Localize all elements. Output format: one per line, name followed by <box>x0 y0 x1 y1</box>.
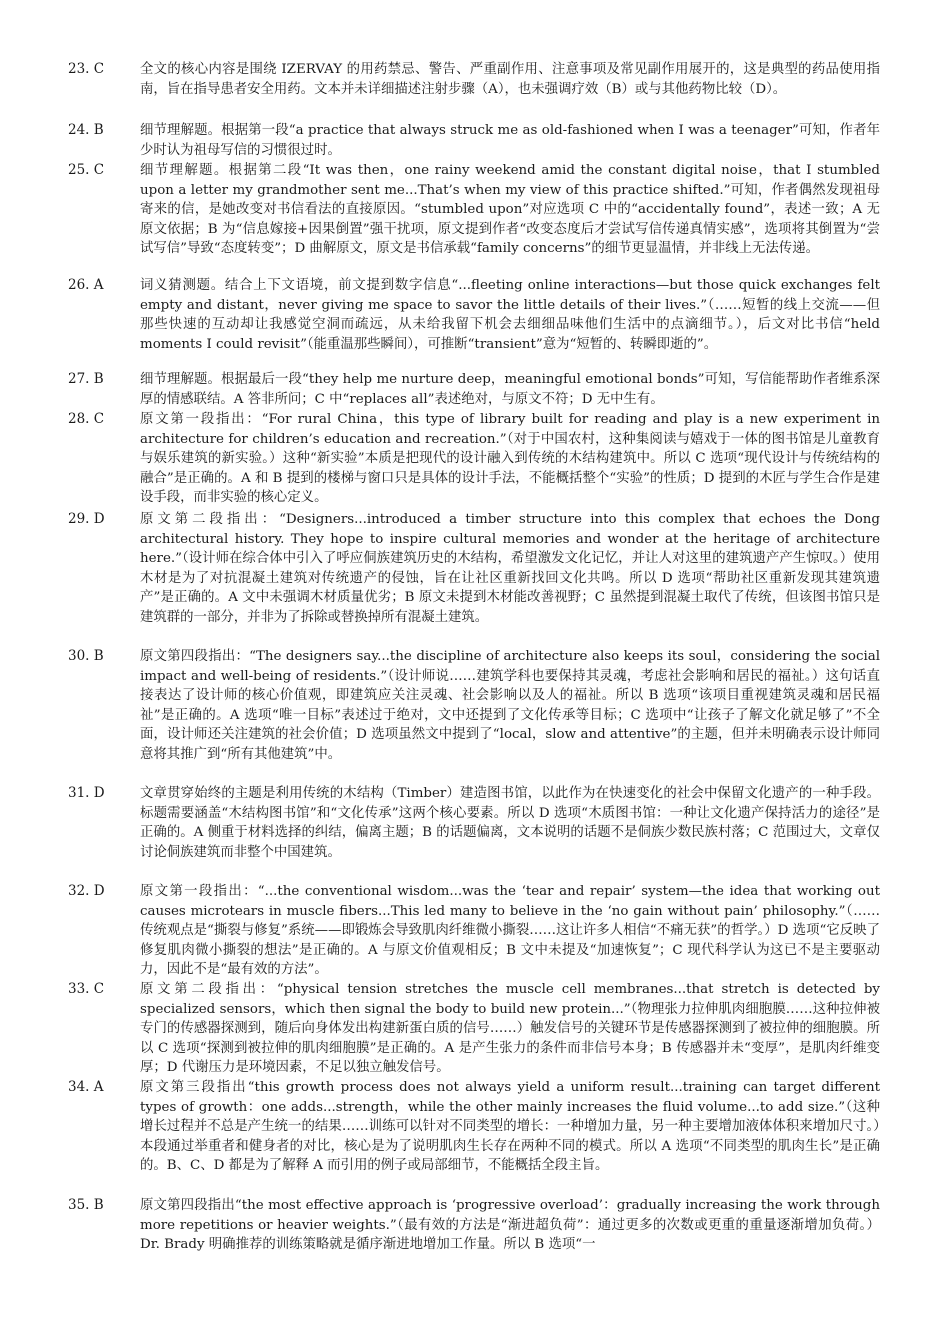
answer-explanation: 原文第一段指出：“For rural China，this type of library built for reading and play is a new experiment in architecture for children’s education and recreation.”（对于中国农村，这种集阅读与嬉戏于一体的图书馆是儿童教育与娱乐建筑的新实验。）这种“新实验”本质是把现代的设计融入到传统的木结构建筑中。所以 C 选项“现代设计与传统结构的融合”是正确的。A 和 B 提到的楼梯与窗口只是具体的设计手法，不能概括整个“实验”的性质；D 提到的木匠与学生合作是建设手段，而非实验的核心定义。 <box>140 412 880 506</box>
answer-explanation: 原文第三段指出“this growth process does not always yield a uniform result...training can target different types of growth：one adds...strength，while the other mainly increases the fluid volume...to add size.”（这种增长过程并不总是产生统一的结果……训练可以针对不同类型的增长：一种增加力量，另一种主要增加液体体积来增加尺寸。）本段通过举重者和健身者的对比，核心是为了说明肌肉生长存在两种不同的模式。所以 A 选项“不同类型的肌肉生长”是正确的。B、C、D 都是为了解释 A 而引用的例子或局部细节，不能概括全段主旨。 <box>140 1080 880 1174</box>
answer-number: 31. D <box>68 785 105 801</box>
answer-item-25 <box>68 161 880 259</box>
answer-number: 27. B <box>68 371 104 387</box>
answer-number: 33. C <box>68 981 105 997</box>
answer-explanation: 细节理解题。根据最后一段“they help me nurture deep，meaningful emotional bonds”可知，写信能帮助作者维系深厚的情感联结。A 答非所问；C 中“replaces all”表述绝对，与原文不符；D 无中生有。 <box>140 372 880 407</box>
answer-explanation: 原文第四段指出“the most effective approach is ‘progressive overload’：gradually increasing the work through more repetitions or heavier weights.”（最有效的方法是“渐进超负荷”：通过更多的次数或更重的重量逐渐增加负荷。）Dr. Brady 明确推荐的训练策略就是循序渐进地增加工作量。所以 B 选项“一 <box>140 1198 880 1253</box>
answer-item-23 <box>68 60 880 99</box>
answer-explanation: 原文第四段指出：“The designers say...the discipline of architecture also keeps its soul，considering the social impact and well-being of residents.”（设计师说……建筑学科也要保持其灵魂，考虑社会影响和居民的福祉。）这句话直接表达了设计师的核心价值观，即建筑应关注灵魂、社会影响以及人的福祉。所以 B 选项“该项目重视建筑灵魂和居民福祉”是正确的。A 选项“唯一目标”表述过于绝对，文中还提到了文化传承等目标；C 选项中“让孩子了解文化就足够了”不全面，设计师还关注建筑的社会价值；D 选项虽然文中提到了“local，slow and attentive”的主题，但并未明确表示设计师同意将其推广到“所有其他建筑”中。 <box>140 649 880 762</box>
answer-item-29 <box>68 510 880 628</box>
answer-explanation: 词义猜测题。结合上下文语境，前文提到数字信息“...fleeting online interactions—but those quick exchanges felt empty and distant，never giving me space to savor the little details of their lives.”（……短暂的线上交流——但那些快速的互动却让我感觉空洞而疏远，从未给我留下机会去细细品味他们生活中的点滴细节。），后文对比书信“held moments I could revisit”（能重温那些瞬间），可推断“transient”意为“短暂的、转瞬即逝的”。 <box>140 278 880 352</box>
answer-number: 23. C <box>68 61 105 77</box>
answer-item-28 <box>68 410 880 508</box>
answer-number: 24. B <box>68 122 104 138</box>
answer-explanation: 原文第二段指出：“Designers...introduced a timber structure into this complex that echoes the Dong architectural history. They hope to inspire cultural memories and wonder at the heritage of architecture here.”（设计师在综合体中引入了呼应侗族建筑历史的木结构，希望激发文化记忆，并让人对这里的建筑遗产产生惊叹。）使用木材是为了对抗混凝土建筑对传统遗产的侵蚀，旨在让社区重新找回文化共鸣。所以 D 选项“帮助社区重新发现其建筑遗产”是正确的。A 文中未强调木材质量优劣；B 原文未提到木材能改善视野；C 虽然提到混凝土取代了传统，但该图书馆只是建筑群的一部分，并非为了拆除或替换掉所有混凝土建筑。 <box>140 512 880 625</box>
answer-item-24 <box>68 121 880 160</box>
answer-item-30 <box>68 647 880 765</box>
answer-item-35 <box>68 1196 880 1255</box>
answer-number: 28. C <box>68 411 105 427</box>
answer-explanation: 原文第一段指出：“...the conventional wisdom...was the ‘tear and repair’ system—the idea that working out causes microtears in muscle fibers...This led many to believe in the ‘no gain without pain’ philosophy.”（……传统观点是“撕裂与修复”系统——即锻炼会导致肌肉纤维微小撕裂……这让许多人相信“不痛无获”的哲学。）D 选项“它反映了修复肌肉微小撕裂的想法”是正确的。A 与原文价值观相反；B 文中未提及“加速恢复”；C 现代科学认为这已不是主要驱动力，因此不是“最有效的方法”。 <box>140 884 880 978</box>
answer-item-33 <box>68 980 880 1078</box>
answer-item-27 <box>68 370 880 409</box>
answer-explanation: 文章贯穿始终的主题是利用传统的木结构（Timber）建造图书馆，以此作为在快速变化的社会中保留文化遗产的一种手段。标题需要涵盖“木结构图书馆”和“文化传承”这两个核心要素。所以 D 选项“木质图书馆：一种让文化遗产保持活力的途径”是正确的。A 侧重于材料选择的纠结，偏离主题；B 的话题偏离，文本说明的话题不是侗族少数民族村落；C 范围过大，文章仅讨论侗族建筑而非整个中国建筑。 <box>140 786 880 860</box>
answer-item-31 <box>68 784 880 862</box>
answer-number: 32. D <box>68 883 105 899</box>
answer-item-32 <box>68 882 880 980</box>
answer-number: 25. C <box>68 162 105 178</box>
answer-explanation: 全文的核心内容是围绕 IZERVAY 的用药禁忌、警告、严重副作用、注意事项及常见副作用展开的，这是典型的药品使用指南，旨在指导患者安全用药。文本并未详细描述注射步骤（A），也未强调疗效（B）或与其他药物比较（D）。 <box>140 62 880 97</box>
answer-number: 34. A <box>68 1079 104 1095</box>
answer-item-26 <box>68 276 880 354</box>
answer-explanation: 原文第二段指出：“physical tension stretches the muscle cell membranes...that stretch is detected by specialized sensors，which then signal the body to build new protein...”（物理张力拉伸肌肉细胞膜……这种拉伸被专门的传感器探测到，随后向身体发出构建新蛋白质的信号……）触发信号的关键环节是传感器探测到了被拉伸的细胞膜。所以 C 选项“探测到被拉伸的肌肉细胞膜”是正确的。A 是产生张力的条件而非信号本身；B 传感器并未“变厚”，是肌肉纤维变厚；D 代谢压力是环境因素，不足以独立触发信号。 <box>140 982 880 1076</box>
answer-number: 30. B <box>68 648 104 664</box>
answer-explanation: 细节理解题。根据第二段“It was then，one rainy weekend amid the constant digital noise，that I stumbled upon a letter my grandmother sent me...That’s when my view of this practice shifted.”可知，作者偶然发现祖母寄来的信，是她改变对书信看法的直接原因。“stumbled upon”对应选项 C 中的“accidentally found”，表述一致；A 无原文依据；B 为“信息嫁接+因果倒置”强干扰项，原文提到作者“改变态度后才尝试写信传递真情实感”，选项将其倒置为“尝试写信”导致“态度转变”；D 曲解原文，原文是书信承载“family concerns”的细节更显温情，并非线上无法传递。 <box>140 163 880 257</box>
answer-number: 26. A <box>68 277 104 293</box>
answer-number: 29. D <box>68 511 105 527</box>
answer-explanation: 细节理解题。根据第一段“a practice that always struck me as old-fashioned when I was a teenager”可知，作者年少时认为祖母写信的习惯很过时。 <box>140 123 880 158</box>
answer-item-34 <box>68 1078 880 1176</box>
answer-number: 35. B <box>68 1197 104 1213</box>
